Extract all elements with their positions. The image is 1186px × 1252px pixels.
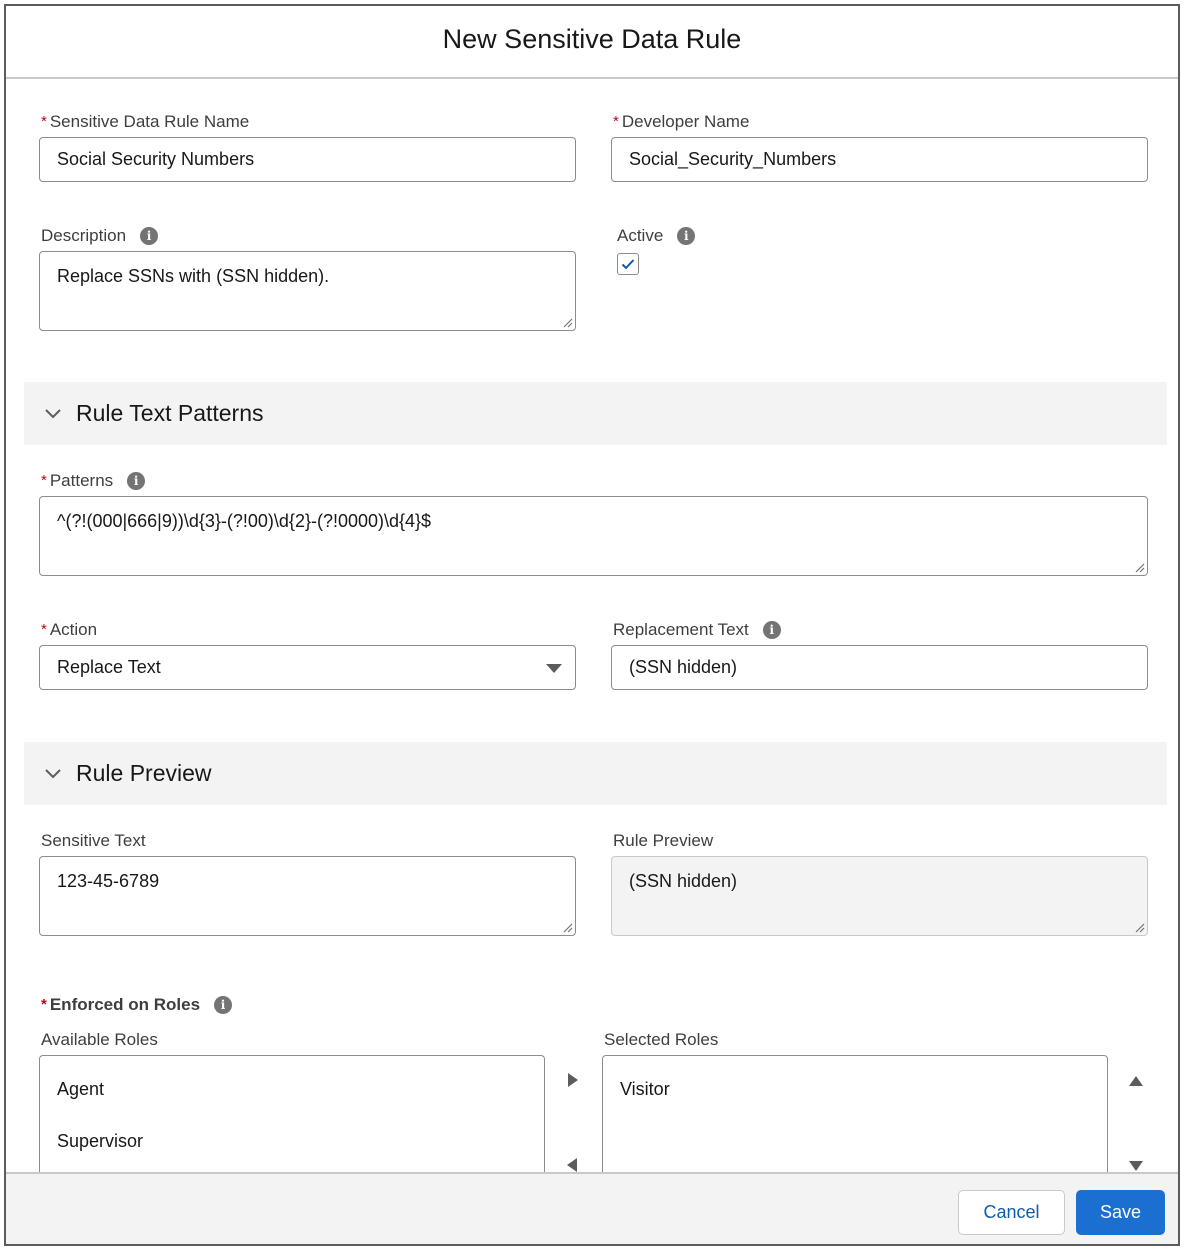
available-roles-label-row — [41, 1028, 158, 1052]
enforced-roles-label: Enforced on Roles — [49, 995, 201, 1014]
description-label-row — [41, 224, 158, 248]
patterns-textarea[interactable] — [39, 496, 1148, 576]
info-icon[interactable]: i — [763, 621, 781, 639]
patterns-value: ^(?!(000|666|9))\d{3}-(?!00)\d{2}-(?!0000)\d{4}$ — [57, 511, 432, 531]
description-label: Description — [41, 226, 127, 245]
rule-preview-textarea — [611, 856, 1148, 936]
active-checkbox[interactable] — [617, 253, 639, 275]
resize-handle-icon — [1133, 921, 1145, 933]
sensitive-text-label-row — [41, 829, 146, 853]
sensitive-text-label: Sensitive Text — [41, 831, 146, 850]
active-label: Active — [617, 226, 664, 245]
modal-footer — [6, 1172, 1178, 1244]
resize-handle-icon[interactable] — [561, 316, 573, 328]
info-icon[interactable]: i — [677, 227, 695, 245]
enforced-roles-label-row — [41, 993, 232, 1017]
action-label-row — [41, 618, 97, 642]
available-roles-label: Available Roles — [41, 1030, 158, 1049]
rule-text-patterns-section-header[interactable] — [24, 382, 1167, 445]
description-textarea[interactable] — [39, 251, 576, 331]
move-down-icon[interactable] — [1129, 1161, 1143, 1171]
chevron-down-icon — [44, 405, 62, 423]
selected-roles-label: Selected Roles — [604, 1030, 719, 1049]
required-marker: * — [613, 113, 619, 130]
resize-handle-icon[interactable] — [561, 921, 573, 933]
required-marker: * — [41, 621, 47, 638]
replacement-label: Replacement Text — [613, 620, 749, 639]
sensitive-text-value: 123-45-6789 — [57, 871, 160, 891]
modal-header — [6, 6, 1178, 79]
sensitive-text-textarea[interactable] — [39, 856, 576, 936]
required-marker: * — [41, 996, 47, 1013]
save-button[interactable]: Save — [1076, 1190, 1165, 1235]
available-role-option[interactable]: Agent — [57, 1079, 105, 1099]
move-right-icon[interactable] — [568, 1073, 578, 1087]
info-icon[interactable]: i — [140, 227, 158, 245]
info-icon[interactable]: i — [127, 472, 145, 490]
replacement-text-input[interactable]: (SSN hidden) — [611, 645, 1148, 690]
patterns-label: Patterns — [49, 471, 114, 490]
developer-name-label: Developer Name — [621, 112, 750, 131]
description-value: Replace SSNs with (SSN hidden). — [57, 266, 330, 286]
developer-name-input[interactable]: Social_Security_Numbers — [611, 137, 1148, 182]
rule-preview-label-row — [613, 829, 713, 853]
available-roles-listbox[interactable] — [39, 1055, 545, 1174]
resize-handle-icon[interactable] — [1133, 561, 1145, 573]
selected-role-option[interactable]: Visitor — [620, 1079, 670, 1099]
replacement-label-row — [613, 618, 781, 642]
action-label: Action — [49, 620, 98, 639]
required-marker: * — [41, 113, 47, 130]
rule-preview-value: (SSN hidden) — [629, 871, 738, 891]
info-icon[interactable]: i — [214, 996, 232, 1014]
action-select[interactable] — [39, 645, 576, 690]
rule-name-input[interactable]: Social Security Numbers — [39, 137, 576, 182]
available-role-option[interactable]: Supervisor — [57, 1131, 144, 1151]
rule-name-label: Sensitive Data Rule Name — [49, 112, 250, 131]
modal-body[interactable] — [6, 81, 1178, 1174]
new-sensitive-data-rule-modal — [4, 4, 1180, 1246]
move-left-icon[interactable] — [567, 1158, 577, 1172]
rule-preview-section-header[interactable] — [24, 742, 1167, 805]
chevron-down-icon — [44, 765, 62, 783]
section-title: Rule Preview — [76, 760, 212, 786]
rule-preview-label: Rule Preview — [613, 831, 714, 850]
checkmark-icon — [621, 258, 635, 270]
action-select-value: Replace Text — [57, 657, 161, 677]
move-up-icon[interactable] — [1129, 1076, 1143, 1086]
patterns-label-row — [41, 469, 145, 493]
required-marker: * — [41, 472, 47, 489]
section-title: Rule Text Patterns — [76, 400, 264, 426]
selected-roles-listbox[interactable] — [602, 1055, 1108, 1174]
developer-name-label-row — [613, 110, 749, 134]
caret-down-icon — [546, 664, 562, 673]
modal-title: New Sensitive Data Rule — [442, 24, 742, 54]
selected-roles-label-row — [604, 1028, 718, 1052]
rule-name-label-row — [41, 110, 249, 134]
active-label-row — [617, 224, 695, 248]
cancel-button[interactable]: Cancel — [958, 1190, 1065, 1235]
